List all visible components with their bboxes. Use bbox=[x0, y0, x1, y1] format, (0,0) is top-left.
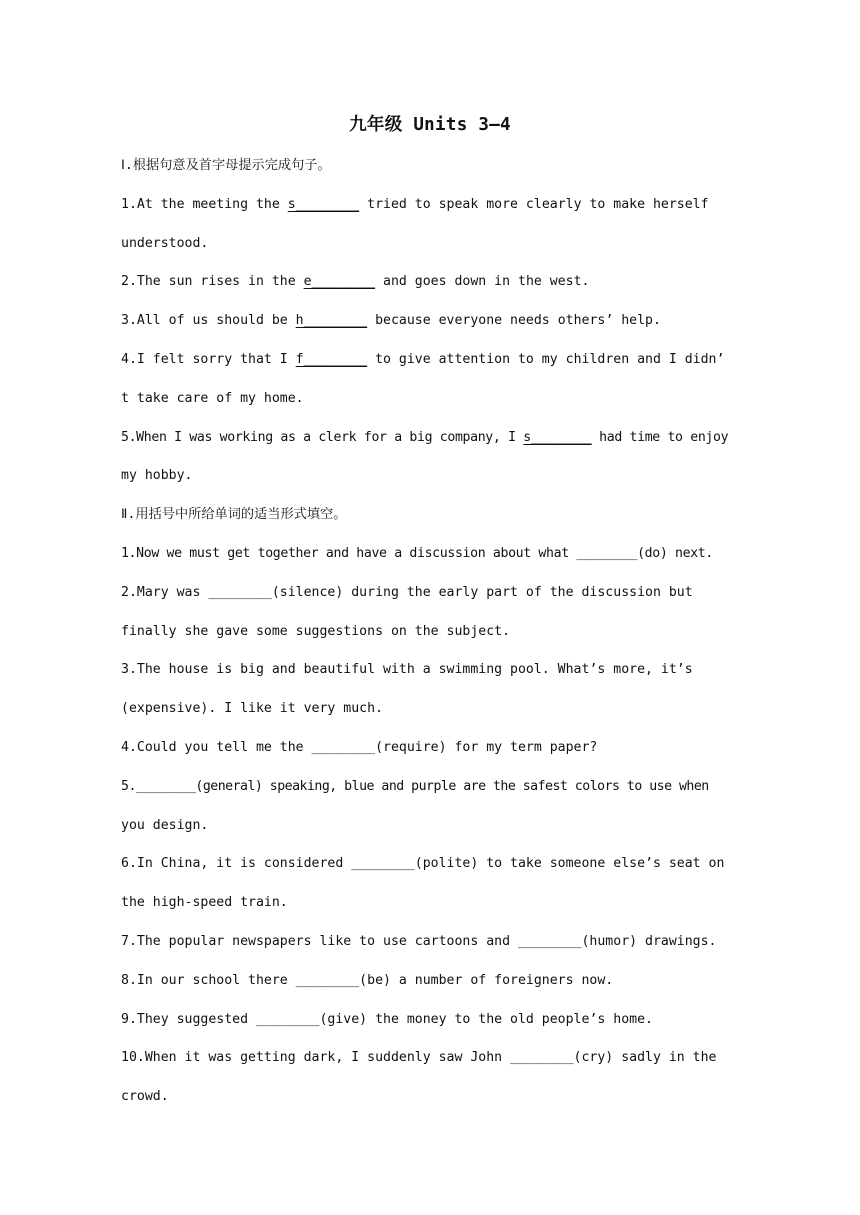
s2-line: 4.Could you tell me the ________(require) for my term paper? bbox=[121, 739, 598, 755]
s1-item-2-text-before: 2.The sun rises in the bbox=[121, 274, 304, 290]
s1-item-1-text-before: 1.At the meeting the bbox=[121, 196, 288, 212]
s1-item-3-text-after: because everyone needs others’ help. bbox=[367, 313, 661, 329]
s1-item-5-continued: my hobby. bbox=[121, 468, 193, 484]
s1-item-4-text-after: to give attention to my children and I didn’ bbox=[367, 351, 725, 367]
s1-item-4-blank: f________ bbox=[295, 351, 368, 367]
s2-line: 5.________(general) speaking, blue and purple are the safest colors to use when bbox=[121, 778, 709, 794]
s2-line: 9.They suggested ________(give) the money to the old people’s home. bbox=[121, 1011, 653, 1027]
s2-line: 1.Now we must get together and have a discussion about what ________(do) next. bbox=[121, 545, 713, 561]
s1-item-1 bbox=[121, 186, 741, 225]
s1-item-1-text-after: tried to speak more clearly to make herself bbox=[359, 196, 709, 212]
s1-item-1-blank: s________ bbox=[287, 196, 360, 212]
s1-item-2 bbox=[121, 263, 741, 302]
s1-item-5-text-after: had time to enjoy bbox=[591, 429, 729, 445]
s1-item-1-continued: understood. bbox=[121, 235, 209, 251]
s2-line: 10.When it was getting dark, I suddenly saw John ________(cry) sadly in the bbox=[121, 1050, 717, 1066]
s2-line: crowd. bbox=[121, 1089, 169, 1105]
s1-item-4-text-before: 4.I felt sorry that I bbox=[121, 351, 296, 367]
section-1-heading: Ⅰ.根据句意及首字母提示完成句子。 bbox=[121, 158, 331, 173]
s1-item-5-blank: s________ bbox=[523, 429, 592, 445]
s1-item-5-text-before: 5.When I was working as a clerk for a big company, I bbox=[121, 429, 524, 445]
s2-line: 3.The house is big and beautiful with a swimming pool. What’s more, it’s bbox=[121, 662, 693, 678]
s2-line: (expensive). I like it very much. bbox=[121, 701, 384, 717]
section-2-heading: Ⅱ.用括号中所给单词的适当形式填空。 bbox=[121, 507, 347, 523]
s1-item-4 bbox=[121, 341, 741, 380]
worksheet-content bbox=[121, 147, 741, 1117]
s2-line: the high-speed train. bbox=[121, 895, 288, 911]
s1-item-2-text-after: and goes down in the west. bbox=[375, 274, 590, 290]
s1-item-3 bbox=[121, 302, 741, 341]
s2-line: finally she gave some suggestions on the subject. bbox=[121, 623, 511, 639]
s1-item-3-text-before: 3.All of us should be bbox=[121, 313, 296, 329]
s2-line: 7.The popular newspapers like to use cartoons and ________(humor) drawings. bbox=[121, 933, 717, 949]
s2-line: 6.In China, it is considered ________(polite) to take someone else’s seat on bbox=[121, 856, 725, 872]
s1-item-4-continued: t take care of my home. bbox=[121, 390, 304, 406]
s2-line: you design. bbox=[121, 817, 209, 833]
s1-item-2-blank: e________ bbox=[303, 274, 376, 290]
s2-line: 8.In our school there ________(be) a number of foreigners now. bbox=[121, 972, 614, 988]
s2-line: 2.Mary was ________(silence) during the early part of the discussion but bbox=[121, 584, 693, 600]
s1-item-3-blank: h________ bbox=[295, 313, 368, 329]
page-title: 九年级 Units 3—4 bbox=[349, 115, 511, 135]
s1-item-5 bbox=[121, 419, 741, 458]
